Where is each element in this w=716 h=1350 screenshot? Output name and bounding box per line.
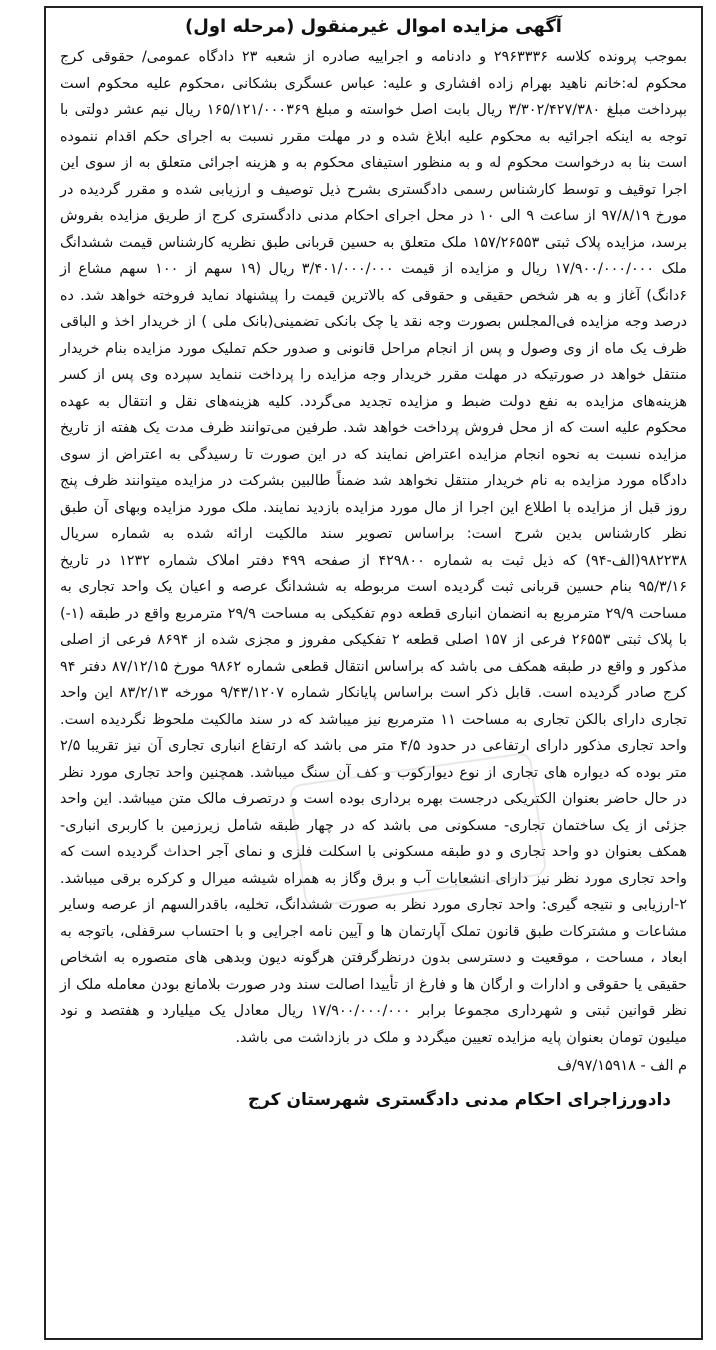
notice-title: آگهی مزایده اموال غیرمنقول (مرحله اول) — [185, 16, 562, 37]
notice-body: بموجب پرونده کلاسه ۲۹۶۳۳۳۶ و دادنامه و اجراییه صادره از شعبه ۲۳ دادگاه عمومی/ حقوقی کرج محکوم له:خانم ناهید بهرام زاده افشاری و علیه: عباس عسگری بشکانی ،محکوم علیه محکوم است بپرداخت مبلغ ۳/۳۰۲/۴۲۷/۳۸۰ ریال بابت اصل خواسته و مبلغ ۱۶۵/۱۲۱/۰۰۰۳۶۹ ریال نیم عشر دولتی با توجه به اینکه اجرائیه به محکوم علیه ابلاغ شده و در مهلت مقرر نسبت به اجرای حکم اقدام ننموده است بنا به درخواست محکوم له و به منظور استیفای محکوم به و هزینه اجرائی متعلق به از سوی این اجرا توقیف و توسط کارشناس رسمی دادگستری بشرح ذیل توصیف و ارزیابی شده و مقرر گردیده در مورخ ۹۷/۸/۱۹ از ساعت ۹ الی ۱۰ در محل اجرای احکام مدنی دادگستری کرج از طریق مزایده بفروش برسد، مزایده پلاک ثبتی ۱۵۷/۲۶۵۵۳ ملک متعلق به حسین قربانی طبق نظریه کارشناس قیمت ششدانگ ملک ۱۷/۹۰۰/۰۰۰/۰۰۰ ریال و مزایده از قیمت ۳/۴۰۱/۰۰۰/۰۰۰ ریال (۱۹ سهم از ۱۰۰ سهم مشاع از ۶دانگ) آغاز و به هر شخص حقیقی و حقوقی که بالاترین قیمت را پیشنهاد نماید فروخته خواهد شد. ده درصد وجه مزایده فی‌المجلس بصورت وجه نقد یا چک بانکی تضمینی(بانک ملی ) از خریدار اخذ و الباقی ظرف یک ماه از وی وصول و پس از انجام مراحل قانونی و صدور حکم تملیک مورد مزایده بنام خریدار منتقل خواهد در صورتیکه در مهلت مقرر خریدار وجه مزایده را پرداخت ننماید سپرده وی پس از کسر هزینه‌های مزایده به نفع دولت ضبط و مزایده تجدید می‌گردد. کلیه هزینه‌های نقل و انتقال به عهده محکوم علیه است که از محل فروش پرداخت خواهد شد. طرفین می‌توانند ظرف مدت یک هفته از تاریخ مزایده نسبت به نحوه انجام مزایده اعتراض نمایند که در این صورت تا رسیدگی به اعتراض از سوی دادگاه مورد مزایده به نام خریدار منتقل نخواهد شد ضمناً طالبین بشرکت در مزایده میتوانند ظرف پنج روز قبل از مزایده با اطلاع این اجرا از مال مورد مزایده بازدید نمایند. ملک مورد مزایده وبهای آن طبق نظر کارشناس بدین شرح است: براساس تصویر سند مالکیت ارائه شده به شماره سریال ۹۸۲۲۳۸(الف-۹۴) که ذیل ثبت به شماره ۴۲۹۸۰۰ از صفحه ۴۹۹ دفتر املاک شماره ۱۲۳۲ در تاریخ ۹۵/۳/۱۶ بنام حسین قربانی ثبت گردیده است مربوطه به ششدانگ عرصه و اعیان یک واحد تجاری به مساحت ۲۹/۹ مترمربع به انضمان انباری قطعه دوم تفکیکی به مساحت ۲۹/۹ مترمربع واقع در طبقه (۱-) با پلاک ثبتی ۲۶۵۵۳ فرعی از ۱۵۷ اصلی قطعه ۲ تفکیکی مفروز و مجزی شده از ۸۶۹۴ فرعی از اصلی مذکور و واقع در طبقه همکف می باشد که براساس انتقال قطعی شماره ۹۸۶۲ مورخ ۸۷/۱۲/۱۵ دفتر ۹۴ کرج صادر گردیده است. قابل ذکر است براساس پایانکار شماره ۹/۴۳/۱۲۰۷ مورخه ۸۳/۲/۱۳ این واحد تجاری دارای بالکن تجاری به مساحت ۱۱ مترمربع نیز میباشد که در سند مالکیت ملحوظ نگردیده است. واحد تجاری مذکور دارای ارتفاعی در حدود ۴/۵ متر می باشد که ارتفاع انباری تجاری آن نیز تقریبا ۲/۵ متر بوده که دیواره های تجاری از نوع دیوارکوب و کف آن سنگ میباشد. همچنین واحد تجاری مورد نظر در حال حاضر بعنوان الکتریکی درجست بهره برداری بوده است و درتصرف مالک متن میباشد. این واحد جزئی از یک ساختمان تجاری- مسکونی می باشد که در چهار طبقه شامل زیرزمین با کاربری انباری- همکف بعنوان دو واحد تجاری و دو طبقه مسکونی با اسکلت فلزی و نمای آجر احداث گردیده است که واحد تجاری مورد نظر نیز دارای انشعابات آب و برق وگاز به همراه شیشه میرال و کرکره برقی میباشد. ۲-ارزیابی و نتیجه گیری: واحد تجاری مورد نظر به صورت ششدانگ، تخلیه، باقدرالسهم از عرصه وسایر مشاعات و مشترکات طبق قانون تملک آپارتمان ها و آیین نامه اجرایی و با احتساب سرقفلی، باتوجه به ابعاد ، مساحت ، موقعیت و دسترسی بدون درنظرگرفتن هرگونه دیون وبدهی های متصوره به اشخاص حقیقی یا حقوقی و ادارات و ارگان ها و فارغ از تأییدا اصالت سند ودر صورت بلامانع بودن معامله ملک از نظر قوانین ثبتی و شهرداری مجموعا برابر ۱۷/۹۰۰/۰۰۰/۰۰۰ ریال معادل یک میلیارد و هفتصد و نود میلیون تومان بعنوان پایه مزایده تعیین میگردد و ملک در بازداشت می باشد. — [60, 49, 688, 1046]
notice-signature: دادورزاجرای احکام مدنی دادگستری شهرستان کرج — [247, 1090, 671, 1110]
auction-notice — [44, 6, 703, 1340]
notice-reference-number: م الف - ۹۷/۱۵۹۱۸/ف — [557, 1058, 687, 1074]
